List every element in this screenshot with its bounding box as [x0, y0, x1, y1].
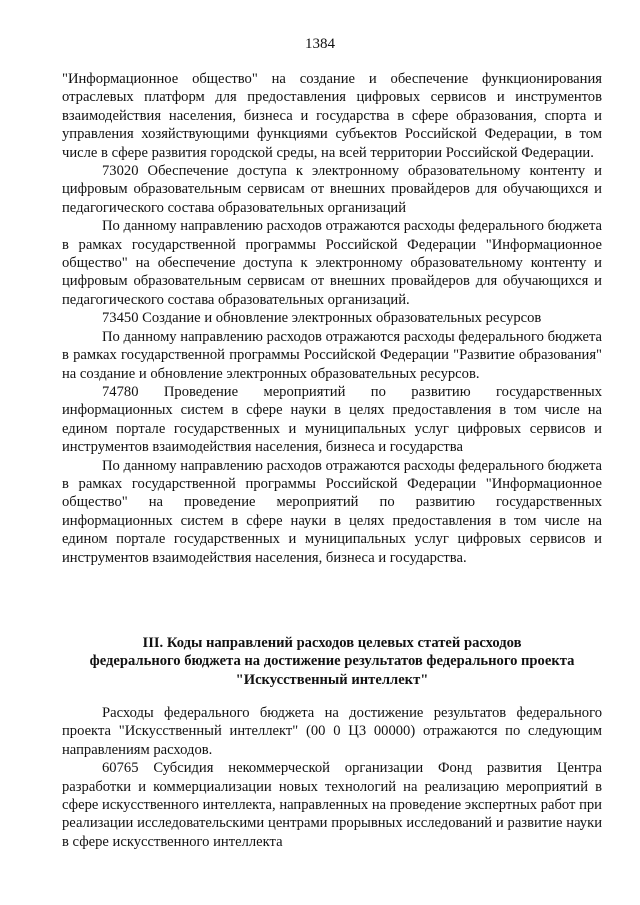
paragraph: "Информационное общество" на создание и обеспечение функционирования отраслевых платформ для предоставления цифровых сервисов и инструментов взаимодействия населения, бизнеса и государства в сфере образования, спорта и управления хозяйствующими функциями субъектов Российской Федерации, в том числе в сфере развития городской среды, на всей территории Российской Федерации. [62, 71, 602, 161]
section-heading-line: "Искусственный интеллект" [235, 671, 429, 688]
paragraph: По данному направлению расходов отражаются расходы федерального бюджета в рамках государственной программы Российской Федерации "Развитие образования" на создание и обновление электронных образовательных ресурсов. [62, 328, 602, 382]
section-heading-line: III. Коды направлений расходов целевых статей расходов [142, 635, 522, 651]
paragraph: По данному направлению расходов отражаются расходы федерального бюджета в рамках государственной программы Российской Федерации "Информационное общество" на обеспечение доступа к электронному образовательному контенту и цифровым образовательным сервисам от внешних провайдеров для обучающихся и педагогического состава образовательных организаций. [62, 218, 602, 308]
paragraph: 73020 Обеспечение доступа к электронному образовательному контенту и цифровым образовательным сервисам от внешних провайдеров для обучающихся и педагогического состава образовательных организаций [62, 163, 602, 216]
paragraph: По данному направлению расходов отражаются расходы федерального бюджета в рамках государственной программы Российской Федерации "Информационное общество" на проведение мероприятий по развитию государственных информационных систем в сфере науки в целях предоставления в том числе на едином портале государственных и муниципальных услуг цифровых сервисов и инструментов взаимодействия населения, бизнеса и государства. [62, 457, 602, 566]
paragraph: Расходы федерального бюджета на достижение результатов федерального проекта "Искусственный интеллект" (00 0 Ц3 00000) отражаются по следующим направлениям расходов. [62, 705, 602, 758]
section-heading-line: федерального бюджета на достижение результатов федерального проекта [89, 653, 575, 670]
page-number: 1384 [305, 36, 335, 52]
body-text [62, 70, 602, 567]
section-body-text [62, 704, 602, 851]
paragraph: 60765 Субсидия некоммерческой организации Фонд развития Центра разработки и коммерциализации новых технологий на реализацию мероприятий в сфере искусственного интеллекта, направленных на проведение экспертных работ при реализации исследовательскими центрами прорывных исследований и развитие науки в сфере искусственного интеллекта [62, 760, 602, 850]
section-heading [62, 634, 602, 689]
paragraph: 74780 Проведение мероприятий по развитию государственных информационных систем в сфере науки в целях предоставления в том числе на едином портале государственных и муниципальных услуг цифровых сервисов и инструментов взаимодействия населения, бизнеса и государства [62, 383, 602, 456]
paragraph: 73450 Создание и обновление электронных образовательных ресурсов [102, 310, 542, 327]
